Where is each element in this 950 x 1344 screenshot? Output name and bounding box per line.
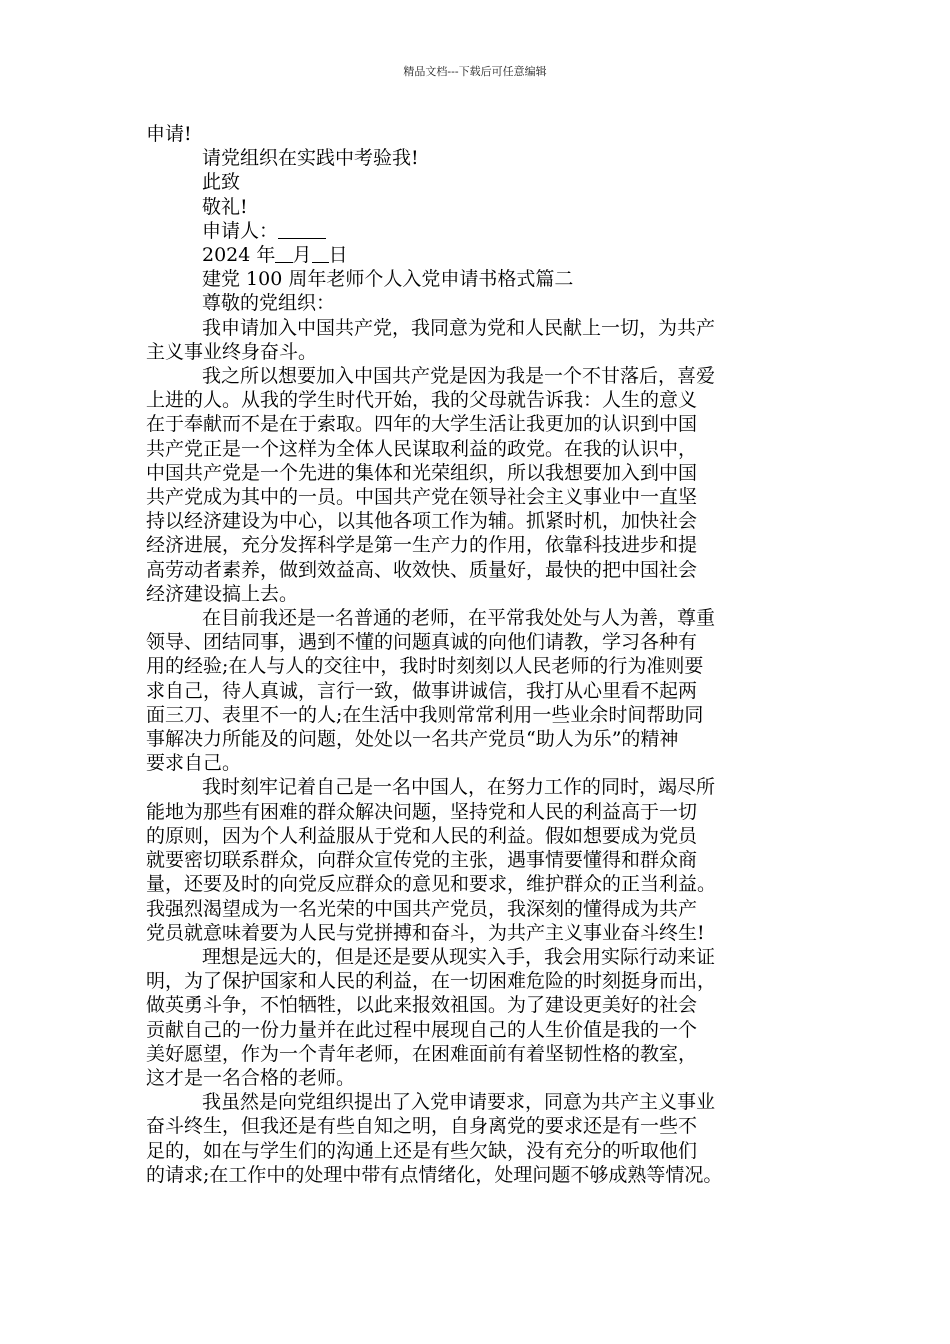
text-line: 领导、团结同事，遇到不懂的问题真诚的向他们请教，学习各种有 xyxy=(146,631,698,654)
text-line: 明，为了保护国家和人民的利益，在一切困难危险的时刻挺身而出， xyxy=(146,970,717,993)
text-line: 我虽然是向党组织提出了入党申请要求，同意为共产主义事业 xyxy=(202,1091,716,1114)
applicant-label: 申请人： xyxy=(202,219,279,242)
date-month: 月 xyxy=(292,244,312,267)
text-line: 求自己，待人真诚，言行一致，做事讲诚信，我打从心里看不起两 xyxy=(146,679,698,702)
document-body xyxy=(146,122,826,1187)
text-line: 在于奉献而不是在于索取。四年的大学生活让我更加的认识到中国 xyxy=(146,413,698,436)
text-line: 足的，如在与学生们的沟通上还是有些欠缺，没有充分的听取他们 xyxy=(146,1139,698,1162)
text-line: 贡献自己的一份力量并在此过程中展现自己的人生价值是我的一个 xyxy=(146,1018,698,1041)
text-line: 共产党正是一个这样为全体人民谋取利益的政党。在我的认识中， xyxy=(146,437,698,460)
text-line: 理想是远大的，但是还是要从现实入手，我会用实际行动来证 xyxy=(202,945,716,968)
text-line: 我申请加入中国共产党，我同意为党和人民献上一切，为共产 xyxy=(202,316,716,339)
text-line: 中国共产党是一个先进的集体和光荣组织，所以我想要加入到中国 xyxy=(146,461,698,484)
text-line: 上进的人。从我的学生时代开始，我的父母就告诉我：人生的意义 xyxy=(146,389,698,412)
paragraph xyxy=(146,775,826,944)
text-line: 做英勇斗争，不怕牺牲，以此来报效祖国。为了建设更美好的社会 xyxy=(146,994,698,1017)
date-line xyxy=(146,243,826,267)
text-line: 事解决力所能及的问题，处处以一名共产党员“助人为乐”的精神 xyxy=(146,728,679,751)
text-line: 这才是一名合格的老师。 xyxy=(146,1066,356,1089)
text-line: 持以经济建设为中心，以其他各项工作为辅。抓紧时机，加快社会 xyxy=(146,510,698,533)
closing-line: 敬礼! xyxy=(202,195,248,218)
text-line: 我强烈渴望成为一名光荣的中国共产党员，我深刻的懂得成为共产 xyxy=(146,897,698,920)
text-line: 经济建设搞上去。 xyxy=(146,582,299,605)
closing-line: 此致 xyxy=(202,171,241,194)
text-line: 经济进展，充分发挥科学是第一生产力的作用，依靠科技进步和提 xyxy=(146,534,698,557)
text-line: 主义事业终身奋斗。 xyxy=(146,340,318,363)
closing-line: 请党组织在实践中考验我! xyxy=(202,147,419,170)
text-line: 的请求;在工作中的处理中带有点情绪化，处理问题不够成熟等情况。 xyxy=(146,1163,723,1186)
paragraph xyxy=(146,606,826,775)
paragraph xyxy=(146,945,826,1090)
paragraph xyxy=(146,1090,826,1187)
signature-blank xyxy=(278,220,326,239)
text-line: 我之所以想要加入中国共产党是因为我是一个不甘落后，喜爱 xyxy=(202,365,716,388)
section-title: 建党 100 周年老师个人入党申请书格式篇二 xyxy=(202,268,574,291)
text-line: 面三刀、表里不一的人;在生活中我则常常利用一些业余时间帮助同 xyxy=(146,703,704,726)
text-line: 我时刻牢记着自己是一名中国人，在努力工作的同时，竭尽所 xyxy=(202,776,716,799)
closing-line: 申请! xyxy=(146,123,192,145)
text-line: 能地为那些有困难的群众解决问题，坚持党和人民的利益高于一切 xyxy=(146,800,698,823)
text-line: 量，还要及时的向党反应群众的意见和要求，维护群众的正当利益。 xyxy=(146,873,717,896)
text-line: 奋斗终生，但我还是有些自知之明，自身离党的要求还是有一些不 xyxy=(146,1115,698,1138)
salutation: 尊敬的党组织： xyxy=(202,292,336,315)
date-day: 日 xyxy=(328,244,348,267)
text-line: 党员就意味着要为人民与党拼搏和奋斗，为共产主义事业奋斗终生! xyxy=(146,921,705,944)
month-blank xyxy=(275,244,292,263)
date-year: 2024 年 xyxy=(202,244,276,267)
text-line: 要求自己。 xyxy=(146,752,242,775)
text-line: 用的经验;在人与人的交往中，我时时刻刻以人民老师的行为准则要 xyxy=(146,655,704,678)
paragraph xyxy=(146,364,826,606)
text-line: 的原则，因为个人利益服从于党和人民的利益。假如想要成为党员 xyxy=(146,824,698,847)
page-header: 精品文档---下载后可任意编辑 xyxy=(403,65,547,78)
text-line: 在目前我还是一名普通的老师，在平常我处处与人为善，尊重 xyxy=(202,607,716,630)
text-line: 美好愿望，作为一个青年老师，在困难面前有着坚韧性格的教室， xyxy=(146,1042,698,1065)
text-line: 共产党成为其中的一员。中国共产党在领导社会主义事业中一直坚 xyxy=(146,486,698,509)
paragraph xyxy=(146,316,826,364)
text-line: 高劳动者素养，做到效益高、收效快、质量好，最快的把中国社会 xyxy=(146,558,698,581)
text-line: 就要密切联系群众，向群众宣传党的主张，遇事情要懂得和群众商 xyxy=(146,849,698,872)
day-blank xyxy=(312,244,329,263)
applicant-line xyxy=(146,219,826,243)
